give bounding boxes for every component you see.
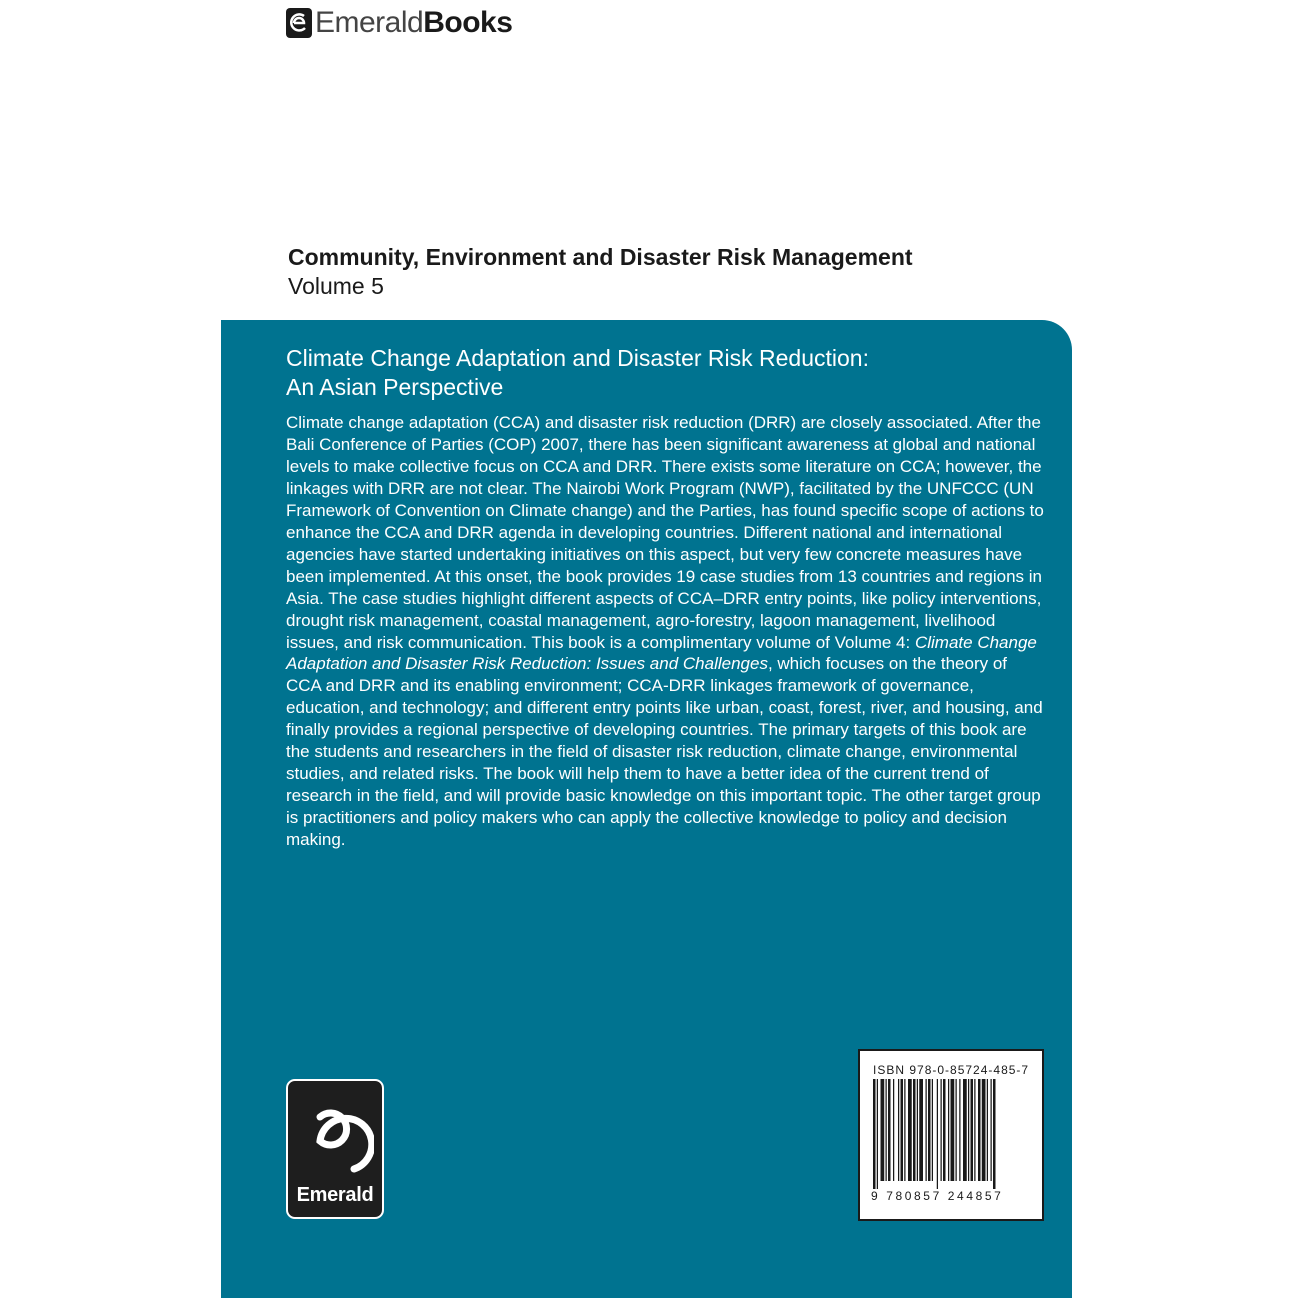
barcode-bar <box>982 1079 986 1181</box>
emerald-e-icon <box>286 8 312 38</box>
brand-word-bold: Books <box>423 6 513 39</box>
barcode-bar <box>877 1079 878 1189</box>
publisher-brand <box>286 6 512 40</box>
barcode-bar <box>978 1079 981 1181</box>
barcode-bars <box>873 1079 1031 1189</box>
barcode-bar <box>886 1079 887 1181</box>
series-volume: Volume 5 <box>288 273 384 299</box>
barcode-bar <box>943 1079 946 1181</box>
barcode-bar <box>926 1079 927 1181</box>
barcode-bar <box>956 1079 957 1181</box>
barcode-bar <box>959 1079 960 1181</box>
isbn-label: ISBN 978-0-85724-485-7 <box>873 1063 1030 1077</box>
barcode-bar <box>993 1079 996 1189</box>
barcode-bar <box>987 1079 988 1181</box>
barcode-bar <box>881 1079 885 1181</box>
barcode-bar <box>974 1079 975 1181</box>
book-title-line-1: Climate Change Adaptation and Disaster Risk Reduction: <box>286 345 869 371</box>
cover-panel <box>221 320 1072 1298</box>
barcode-bar <box>963 1079 967 1181</box>
barcode-bar <box>873 1079 876 1189</box>
barcode-bar <box>932 1079 933 1181</box>
barcode-bar <box>908 1079 912 1181</box>
book-blurb <box>286 412 1044 851</box>
barcode-bar <box>951 1079 955 1181</box>
barcode-bar <box>991 1079 992 1181</box>
barcode-digits: 9 780857 244857 <box>871 1189 1004 1203</box>
barcode-bar <box>928 1079 931 1181</box>
logo-word: Emerald <box>296 1184 374 1206</box>
barcode-bar <box>898 1079 899 1181</box>
emerald-swirl-icon <box>296 1089 374 1181</box>
barcode-bar <box>917 1079 918 1181</box>
barcode-bar <box>913 1079 916 1181</box>
barcode-bar <box>888 1079 891 1181</box>
barcode-bar <box>941 1079 942 1181</box>
barcode-bar <box>968 1079 969 1181</box>
barcode-bar <box>919 1079 923 1181</box>
series-title: Community, Environment and Disaster Risk Management <box>288 244 913 270</box>
barcode-bar <box>893 1079 894 1181</box>
barcode-bar <box>948 1079 949 1181</box>
book-title-line-2: An Asian Perspective <box>286 374 504 400</box>
book-title <box>286 344 1006 402</box>
blurb-text-2: , which focuses on the theory of CCA and DRR and its enabling environment; CCA-DRR linkages framework of governance, education, and technology; and different entry points like urban, coast, forest, river, and housing, and finally provides a regional perspective of developing countries. The primary targets of this book are the students and researchers in the field of disaster risk reduction, climate change, environmental studies, and related risks. The book will help them to have a better idea of the current trend of research in the field, and will provide basic knowledge on this important topic. The other target group is practitioners and policy makers who can apply the collective knowledge to policy and decision making. <box>286 654 1043 850</box>
barcode-bar <box>901 1079 904 1181</box>
blurb-referenced-title: Climate Change Adaptation and Disaster Risk Reduction: Issues and Challenges <box>286 632 1037 674</box>
barcode-bar <box>904 1079 905 1181</box>
blurb-text-1: Climate change adaptation (CCA) and disaster risk reduction (DRR) are closely associated. After the Bali Conference of Parties (COP) 2007, there has been significant awareness at global and national levels to make collective focus on CCA and DRR. There exists some literature on CCA; however, the linkages with DRR are not clear. The Nairobi Work Program (NWP), facilitated by the UNFCCC (UN Framework of Convention on Climate change) and the Parties, has found specific scope of actions to enhance the CCA and DRR agenda in developing countries. Different national and international agencies have started undertaking initiatives on this aspect, but very few concrete measures have been implemented. At this onset, the book provides 19 case studies from 13 countries and regions in Asia. The case studies highlight different aspects of CCA–DRR entry points, like policy interventions, drought risk management, coastal management, agro-forestry, lagoon management, livelihood issues, and risk communication. This book is a complimentary volume of Volume 4: <box>286 413 1044 652</box>
barcode-bar <box>971 1079 974 1181</box>
barcode <box>858 1049 1044 1221</box>
publisher-logo <box>286 1079 384 1219</box>
barcode-bar <box>937 1079 938 1189</box>
brand-word-light: Emerald <box>315 6 424 39</box>
